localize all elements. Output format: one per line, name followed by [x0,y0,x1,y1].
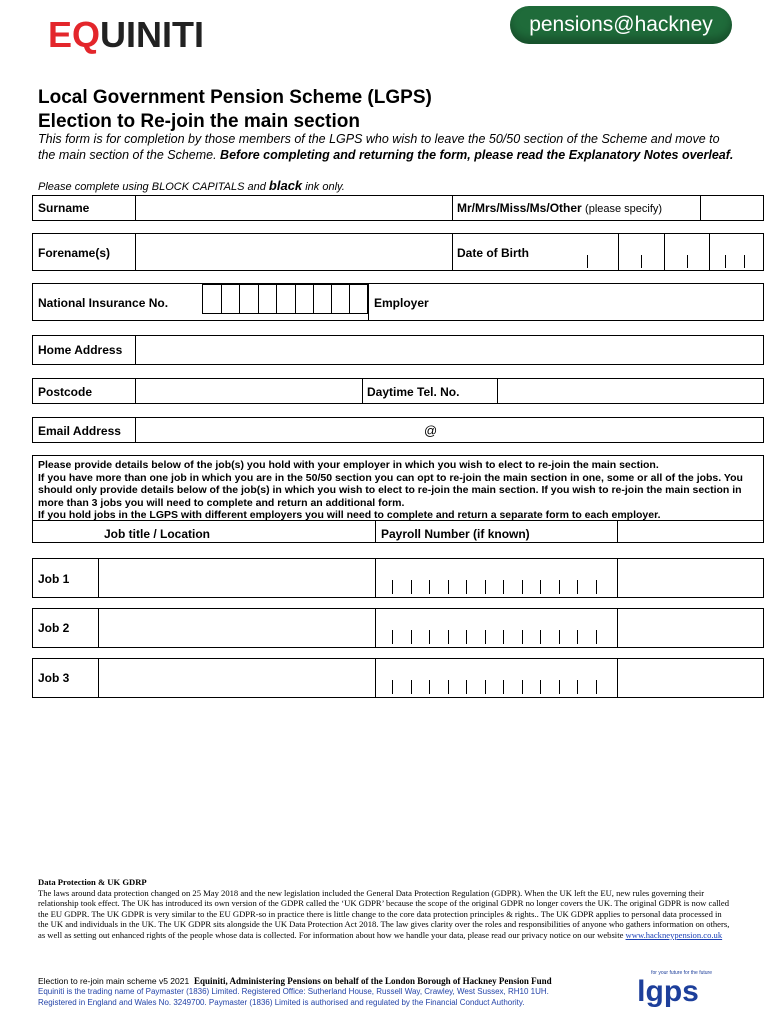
equiniti-logo [48,14,204,56]
payroll-digit-tick [503,580,504,594]
payroll-digit-tick [485,580,486,594]
payroll-digit-tick [466,580,467,594]
intro-plain: This form is for completion by those members of the LGPS who wish to leave the 50/50 section of the Scheme and move to the main section of the Scheme. [38,132,720,162]
job-3-payroll-input[interactable] [377,660,615,696]
footer-line2: Equiniti is the trading name of Paymaster (1836) Limited. Registered Office: Sutherland House, Russell Way, Crawley, West Sussex, RH10 1UH. [38,987,549,996]
form-title-line2: Election to Re-join the main section [38,111,360,132]
surname-input[interactable] [137,197,450,219]
pensions-hackney-logo: pensions@hackney [510,6,732,44]
form-title-line1: Local Government Pension Scheme (LGPS) [38,87,432,108]
payroll-digit-tick [429,680,430,694]
payroll-digit-tick [522,630,523,644]
jobs-info-box [32,455,764,521]
daytime-tel-input[interactable] [499,380,762,402]
col-payroll: Payroll Number (if known) [381,527,530,541]
job-2-title-input[interactable] [100,610,373,646]
data-protection-section [38,877,733,941]
lgps-tagline: for your future for the future [651,970,712,976]
payroll-digit-tick [540,680,541,694]
payroll-digit-tick [559,580,560,594]
payroll-digit-tick [503,680,504,694]
payroll-digit-tick [559,680,560,694]
payroll-digit-tick [448,580,449,594]
title-input[interactable] [702,197,762,219]
intro-text [38,131,738,163]
jobs-info-line2: If you have more than one job in which you are in the 50/50 section you can opt to re-join the main section in one, some or all of the jobs. You should only provide details below of the job(s) in which you wish to elect to re-join the main section. If you wish to re-join the main section in more than 3 jobs you will need to complete and return an additional form. [38,471,743,509]
footer-version: Election to re-join main scheme v5 2021 [38,976,190,986]
job-1-title-input[interactable] [100,560,373,596]
forenames-label: Forename(s) [38,246,111,260]
payroll-digit-tick [429,630,430,644]
job-1-label: Job 1 [38,572,70,586]
payroll-digit-tick [522,680,523,694]
payroll-digit-tick [485,630,486,644]
payroll-digit-tick [429,580,430,594]
payroll-digit-tick [485,680,486,694]
payroll-digit-tick [559,630,560,644]
payroll-digit-tick [540,630,541,644]
footer-org: Equiniti, Administering Pensions on behalf of the London Borough of Hackney Pension Fund [193,976,552,986]
payroll-digit-tick [577,680,578,694]
surname-label: Surname [38,201,90,215]
dob-input[interactable] [572,235,762,269]
lgps-wordmark: lgps [637,975,699,1008]
equiniti-logo-eq: EQ [48,14,101,55]
email-input[interactable] [137,419,762,441]
job-2-label: Job 2 [38,621,70,635]
payroll-digit-tick [392,630,393,644]
dob-label: Date of Birth [457,246,529,260]
data-protection-heading: Data Protection & UK GDRP [38,877,147,887]
jobs-info-line1: Please provide details below of the job(s) you hold with your employer in which you wish to elect to re-join the main section. [38,459,659,471]
title-label-text: Mr/Mrs/Miss/Ms/Other [457,201,582,215]
postcode-label: Postcode [38,385,93,399]
ni-label: National Insurance No. [38,296,169,310]
job-2-payroll-input[interactable] [377,610,615,646]
payroll-digit-tick [577,580,578,594]
footer-registration [38,987,549,1008]
equiniti-logo-rest: UINITI [100,14,205,55]
footer-line1 [38,976,552,986]
instructions-after: ink only. [302,181,345,193]
instructions-black: black [268,178,303,193]
payroll-digit-tick [448,630,449,644]
payroll-digit-tick [577,630,578,644]
payroll-digit-tick [411,630,412,644]
email-at-sign: @ [424,423,438,438]
payroll-digit-tick [596,580,597,594]
intro-bold: Before completing and returning the form, please read the Explanatory Notes overleaf. [216,148,734,162]
instructions [38,178,345,193]
title-hint: (please specify) [585,203,663,215]
hackney-pension-link[interactable]: www.hackneypension.co.uk [625,929,723,940]
job-1-payroll-input[interactable] [377,560,615,596]
col-job-title: Job title / Location [104,527,211,541]
footer-line3: Registered in England and Wales No. 3249700. Paymaster (1836) Limited is authorised and regulated by the Financial Conduct Authority. [38,997,525,1007]
data-protection-body: The laws around data protection changed on 25 May 2018 and the new legislation included the General Data Protection Regulation (GDPR). When the UK left the EU, new rules governing their relationship took effect. The UK has introduced its own version of the GDPR called the ‘UK GDPR’ because the scope of the original GDPR no longer covers the UK. The original GDPR is now called the EU GDPR. The UK GDPR is very similar to the EU GDPR-so in practice there is little change to the core data protection principles & rights.. The UK GDPR applies to personal data processed in the UK and individuals in the UK. The UK GDPR sits alongside the UK Data Protection Act 2018. The law gives clarity over the roles and responsibilities of anyone who gathers information on others, as well as setting out enhanced rights of the people whose data is collected. For information about how we handle your data, please read our privacy notice on our website [38,887,730,940]
payroll-digit-tick [596,680,597,694]
ni-input[interactable] [202,284,368,314]
payroll-digit-tick [503,630,504,644]
job-3-title-input[interactable] [100,660,373,696]
payroll-digit-tick [448,680,449,694]
payroll-digit-tick [596,630,597,644]
payroll-digit-tick [540,580,541,594]
payroll-digit-tick [392,680,393,694]
daytime-tel-label: Daytime Tel. No. [367,385,460,399]
title-label [457,201,662,215]
home-address-label: Home Address [38,343,123,357]
payroll-digit-tick [392,580,393,594]
email-label: Email Address [38,424,121,438]
forenames-input[interactable] [137,235,450,269]
payroll-digit-tick [411,680,412,694]
payroll-digit-tick [466,630,467,644]
employer-input[interactable] [440,285,762,319]
lgps-logo [624,970,712,1012]
postcode-input[interactable] [137,380,360,402]
payroll-digit-tick [466,680,467,694]
payroll-digit-tick [411,580,412,594]
employer-label: Employer [374,296,429,310]
home-address-input[interactable] [137,337,762,363]
jobs-info-line3: If you hold jobs in the LGPS with different employers you will need to complete and return a separate form to each employer. [38,509,661,521]
instructions-before: Please complete using BLOCK CAPITALS and [38,181,269,193]
job-3-label: Job 3 [38,671,70,685]
payroll-digit-tick [522,580,523,594]
form-title [38,86,432,134]
